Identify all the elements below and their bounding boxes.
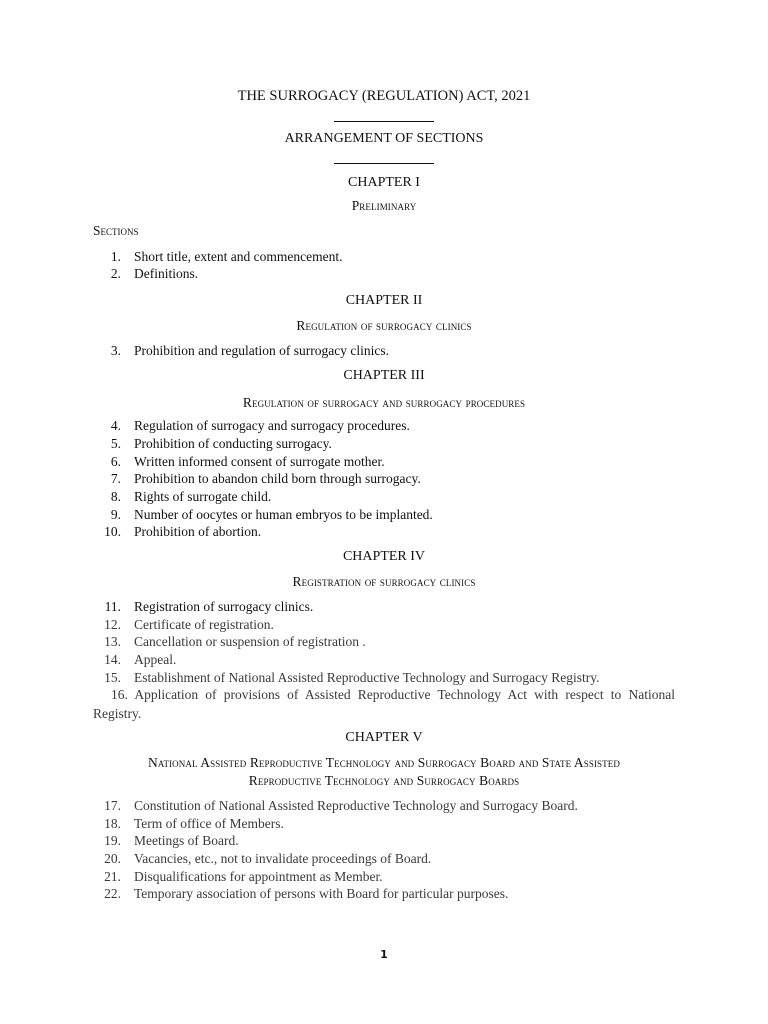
section-number: 13. — [104, 634, 121, 649]
chapter-1-heading: Preliminary — [351, 198, 417, 213]
section-title: Term of office of Members. — [134, 816, 284, 831]
section-title: Application of provisions of Assisted Reproductive Technology Act with respect to National Registry. — [93, 687, 675, 721]
section-number: 21. — [104, 869, 121, 884]
section-title: Cancellation or suspension of registration . — [134, 634, 366, 649]
section-item — [0, 506, 768, 524]
section-number: 14. — [104, 652, 121, 667]
title-divider-top — [334, 121, 434, 122]
chapter-2-heading: Regulation of surrogacy clinics — [296, 318, 472, 333]
chapter-5-label: CHAPTER V — [345, 730, 423, 745]
section-title: Disqualifications for appointment as Member. — [134, 869, 383, 884]
section-item — [0, 651, 768, 669]
section-title: Regulation of surrogacy and surrogacy procedures. — [134, 418, 410, 433]
title-divider-bottom — [334, 163, 434, 164]
section-item — [0, 417, 768, 435]
chapter-3-label: CHAPTER III — [343, 368, 425, 383]
section-item — [0, 453, 768, 471]
section-number: 18. — [104, 816, 121, 831]
section-number: 10. — [104, 524, 121, 539]
section-item — [0, 470, 768, 488]
chapter-4-heading: Registration of surrogacy clinics — [292, 574, 476, 589]
chapter-1-label: CHAPTER I — [348, 175, 420, 190]
document-title: THE SURROGACY (REGULATION) ACT, 2021 — [237, 88, 531, 104]
section-item — [0, 815, 768, 833]
chapter-4-label: CHAPTER IV — [342, 549, 426, 564]
section-item-wrapped — [93, 686, 675, 723]
section-title: Temporary association of persons with Board for particular purposes. — [134, 886, 509, 901]
section-number: 4. — [110, 418, 121, 433]
section-title: Prohibition and regulation of surrogacy clinics. — [134, 343, 389, 358]
section-number: 1. — [110, 249, 121, 264]
section-number: 15. — [104, 670, 121, 685]
page-number: 1 — [380, 948, 388, 961]
section-title: Registration of surrogacy clinics. — [134, 599, 314, 614]
section-number: 9. — [110, 507, 121, 522]
arrangement-heading: ARRANGEMENT OF SECTIONS — [284, 131, 484, 146]
section-number: 3. — [110, 343, 121, 358]
section-item — [0, 248, 768, 266]
section-title: Prohibition to abandon child born through surrogacy. — [134, 471, 421, 486]
section-title: Vacancies, etc., not to invalidate proceedings of Board. — [134, 851, 432, 866]
section-title: Prohibition of conducting surrogacy. — [134, 436, 332, 451]
section-number: 5. — [110, 436, 121, 451]
section-item — [0, 435, 768, 453]
section-item — [0, 669, 768, 687]
section-item — [0, 265, 768, 283]
section-title: Rights of surrogate child. — [134, 489, 272, 504]
section-item — [0, 797, 768, 815]
section-number: 11. — [104, 599, 121, 614]
section-title: Short title, extent and commencement. — [134, 249, 343, 264]
section-number: 20. — [104, 851, 121, 866]
section-title: Number of oocytes or human embryos to be implanted. — [134, 507, 433, 522]
section-number: 12. — [104, 617, 121, 632]
section-number: 17. — [104, 798, 121, 813]
section-number: 22. — [104, 886, 121, 901]
section-number: 2. — [110, 266, 121, 281]
section-item — [0, 850, 768, 868]
section-number: 16. — [111, 687, 128, 702]
section-title: Prohibition of abortion. — [134, 524, 262, 539]
chapter-2-label: CHAPTER II — [345, 293, 423, 308]
section-item — [0, 868, 768, 886]
section-title: Appeal. — [134, 652, 177, 667]
section-item — [0, 342, 768, 360]
section-item — [0, 523, 768, 541]
section-title: Definitions. — [134, 266, 199, 281]
section-item — [0, 616, 768, 634]
section-number: 8. — [110, 489, 121, 504]
section-item — [0, 633, 768, 651]
chapter-5-heading-line1: National Assisted Reproductive Technology and Surrogacy Board and State Assisted — [148, 755, 620, 770]
section-title: Meetings of Board. — [134, 833, 239, 848]
section-title: Establishment of National Assisted Reproductive Technology and Surrogacy Registry. — [134, 670, 600, 685]
section-number: 19. — [104, 833, 121, 848]
section-number: 7. — [110, 471, 121, 486]
sections-label: Sections — [93, 223, 139, 238]
section-title: Certificate of registration. — [134, 617, 274, 632]
section-title: Constitution of National Assisted Reproductive Technology and Surrogacy Board. — [134, 798, 578, 813]
chapter-3-heading: Regulation of surrogacy and surrogacy procedures — [242, 395, 526, 410]
section-item — [0, 488, 768, 506]
section-item — [0, 598, 768, 616]
section-item — [0, 885, 768, 903]
section-number: 6. — [110, 454, 121, 469]
chapter-5-heading-line2: Reproductive Technology and Surrogacy Boards — [248, 773, 520, 788]
section-item — [0, 832, 768, 850]
section-title: Written informed consent of surrogate mother. — [134, 454, 385, 469]
